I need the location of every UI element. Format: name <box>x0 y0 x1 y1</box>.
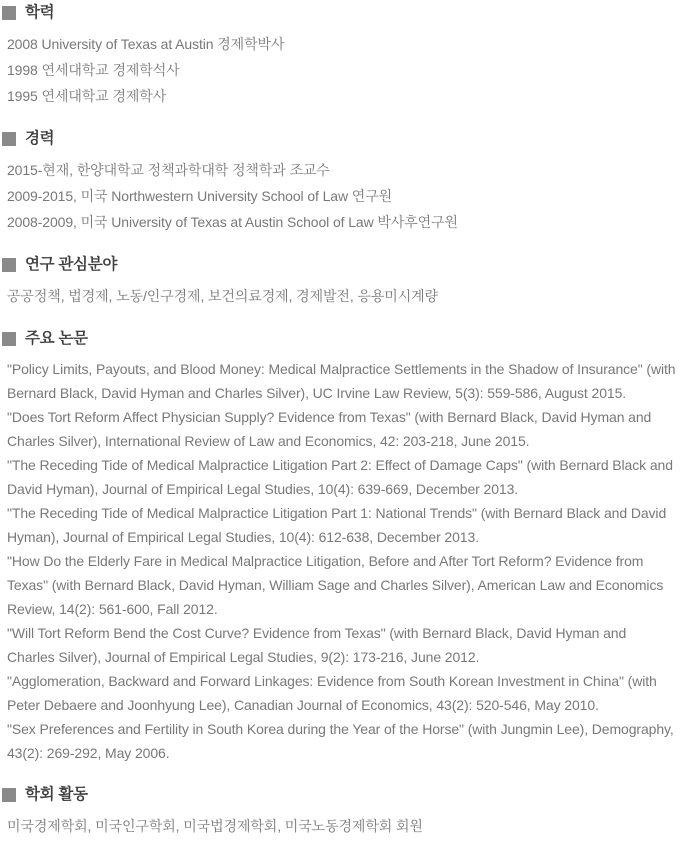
text-line: "Sex Preferences and Fertility in South Korea during the Year of the Horse" (with Jungmin Lee), Demography, 43(2): 269-292, May 2006. <box>7 721 674 761</box>
text-line: "The Receding Tide of Medical Malpractice Litigation Part 2: Effect of Damage Caps" (with Bernard Black and David Hyman), Journal of Empirical Legal Studies, 10(4): 639-669, December 2013. <box>7 457 673 497</box>
section-memberships-items <box>2 813 676 839</box>
text-line: 공공정책, 법경제, 노동/인구경제, 보건의료경제, 경제발전, 응용미시계량 <box>7 288 438 304</box>
text-line: "The Receding Tide of Medical Malpractice Litigation Part 1: National Trends" (with Bernard Black and David Hyman), Journal of Empirical Legal Studies, 10(4): 612-638, December 2013. <box>7 505 667 545</box>
square-bullet-icon <box>2 258 16 272</box>
section-research-interests <box>2 257 676 309</box>
square-bullet-icon <box>2 132 16 146</box>
text-line: 2009-2015, 미국 Northwestern University School of Law 연구원 <box>7 188 393 204</box>
text-line: "Will Tort Reform Bend the Cost Curve? Evidence from Texas" (with Bernard Black, David Hyman and Charles Silver), Journal of Empirical Legal Studies, 9(2): 173-216, June 2012. <box>7 625 627 665</box>
square-bullet-icon <box>2 788 16 802</box>
section-career-items <box>2 157 676 235</box>
section-title: 연구 관심분야 <box>25 256 118 273</box>
section-memberships-heading <box>2 787 676 803</box>
text-line: 1995 연세대학교 경제학사 <box>7 88 167 104</box>
section-publications-heading <box>2 331 676 347</box>
section-title: 경력 <box>25 130 55 147</box>
text-line: "Policy Limits, Payouts, and Blood Money: Medical Malpractice Settlements in the Shadow of Insurance" (with Bernard Black, David Hyman and Charles Silver), UC Irvine Law Review, 5(3): 559-586, August 2015. <box>7 361 676 401</box>
section-title: 주요 논문 <box>25 330 88 347</box>
square-bullet-icon <box>2 6 16 20</box>
text-line: 2008 University of Texas at Austin 경제학박사 <box>7 36 285 52</box>
section-education <box>2 5 676 109</box>
section-title: 학력 <box>25 4 55 21</box>
section-research-interests-heading <box>2 257 676 273</box>
section-education-items <box>2 31 676 109</box>
section-title: 학회 활동 <box>25 786 88 803</box>
section-education-heading <box>2 5 676 21</box>
text-line: 2008-2009, 미국 University of Texas at Austin School of Law 박사후연구원 <box>7 214 458 230</box>
text-line: 2015-현재, 한양대학교 정책과학대학 정책학과 조교수 <box>7 162 330 178</box>
section-research-interests-items <box>2 283 676 309</box>
section-publications <box>2 331 676 765</box>
section-memberships <box>2 787 676 839</box>
text-line: "Agglomeration, Backward and Forward Linkages: Evidence from South Korean Investment in China" (with Peter Debaere and Joonhyung Lee), Canadian Journal of Economics, 43(2): 520-546, May 2010. <box>7 673 657 713</box>
section-career <box>2 131 676 235</box>
text-line: 미국경제학회, 미국인구학회, 미국법경제학회, 미국노동경제학회 회원 <box>7 818 423 834</box>
section-publications-items <box>2 357 676 765</box>
section-career-heading <box>2 131 676 147</box>
text-line: 1998 연세대학교 경제학석사 <box>7 62 180 78</box>
square-bullet-icon <box>2 332 16 346</box>
text-line: "How Do the Elderly Fare in Medical Malpractice Litigation, Before and After Tort Reform? Evidence from Texas" (with Bernard Black, David Hyman, William Sage and Charles Silver), American Law and Economics Review, 14(2): 561-600, Fall 2012. <box>7 553 664 617</box>
text-line: "Does Tort Reform Affect Physician Supply? Evidence from Texas" (with Bernard Black, David Hyman and Charles Silver), International Review of Law and Economics, 42: 203-218, June 2015. <box>7 409 652 449</box>
